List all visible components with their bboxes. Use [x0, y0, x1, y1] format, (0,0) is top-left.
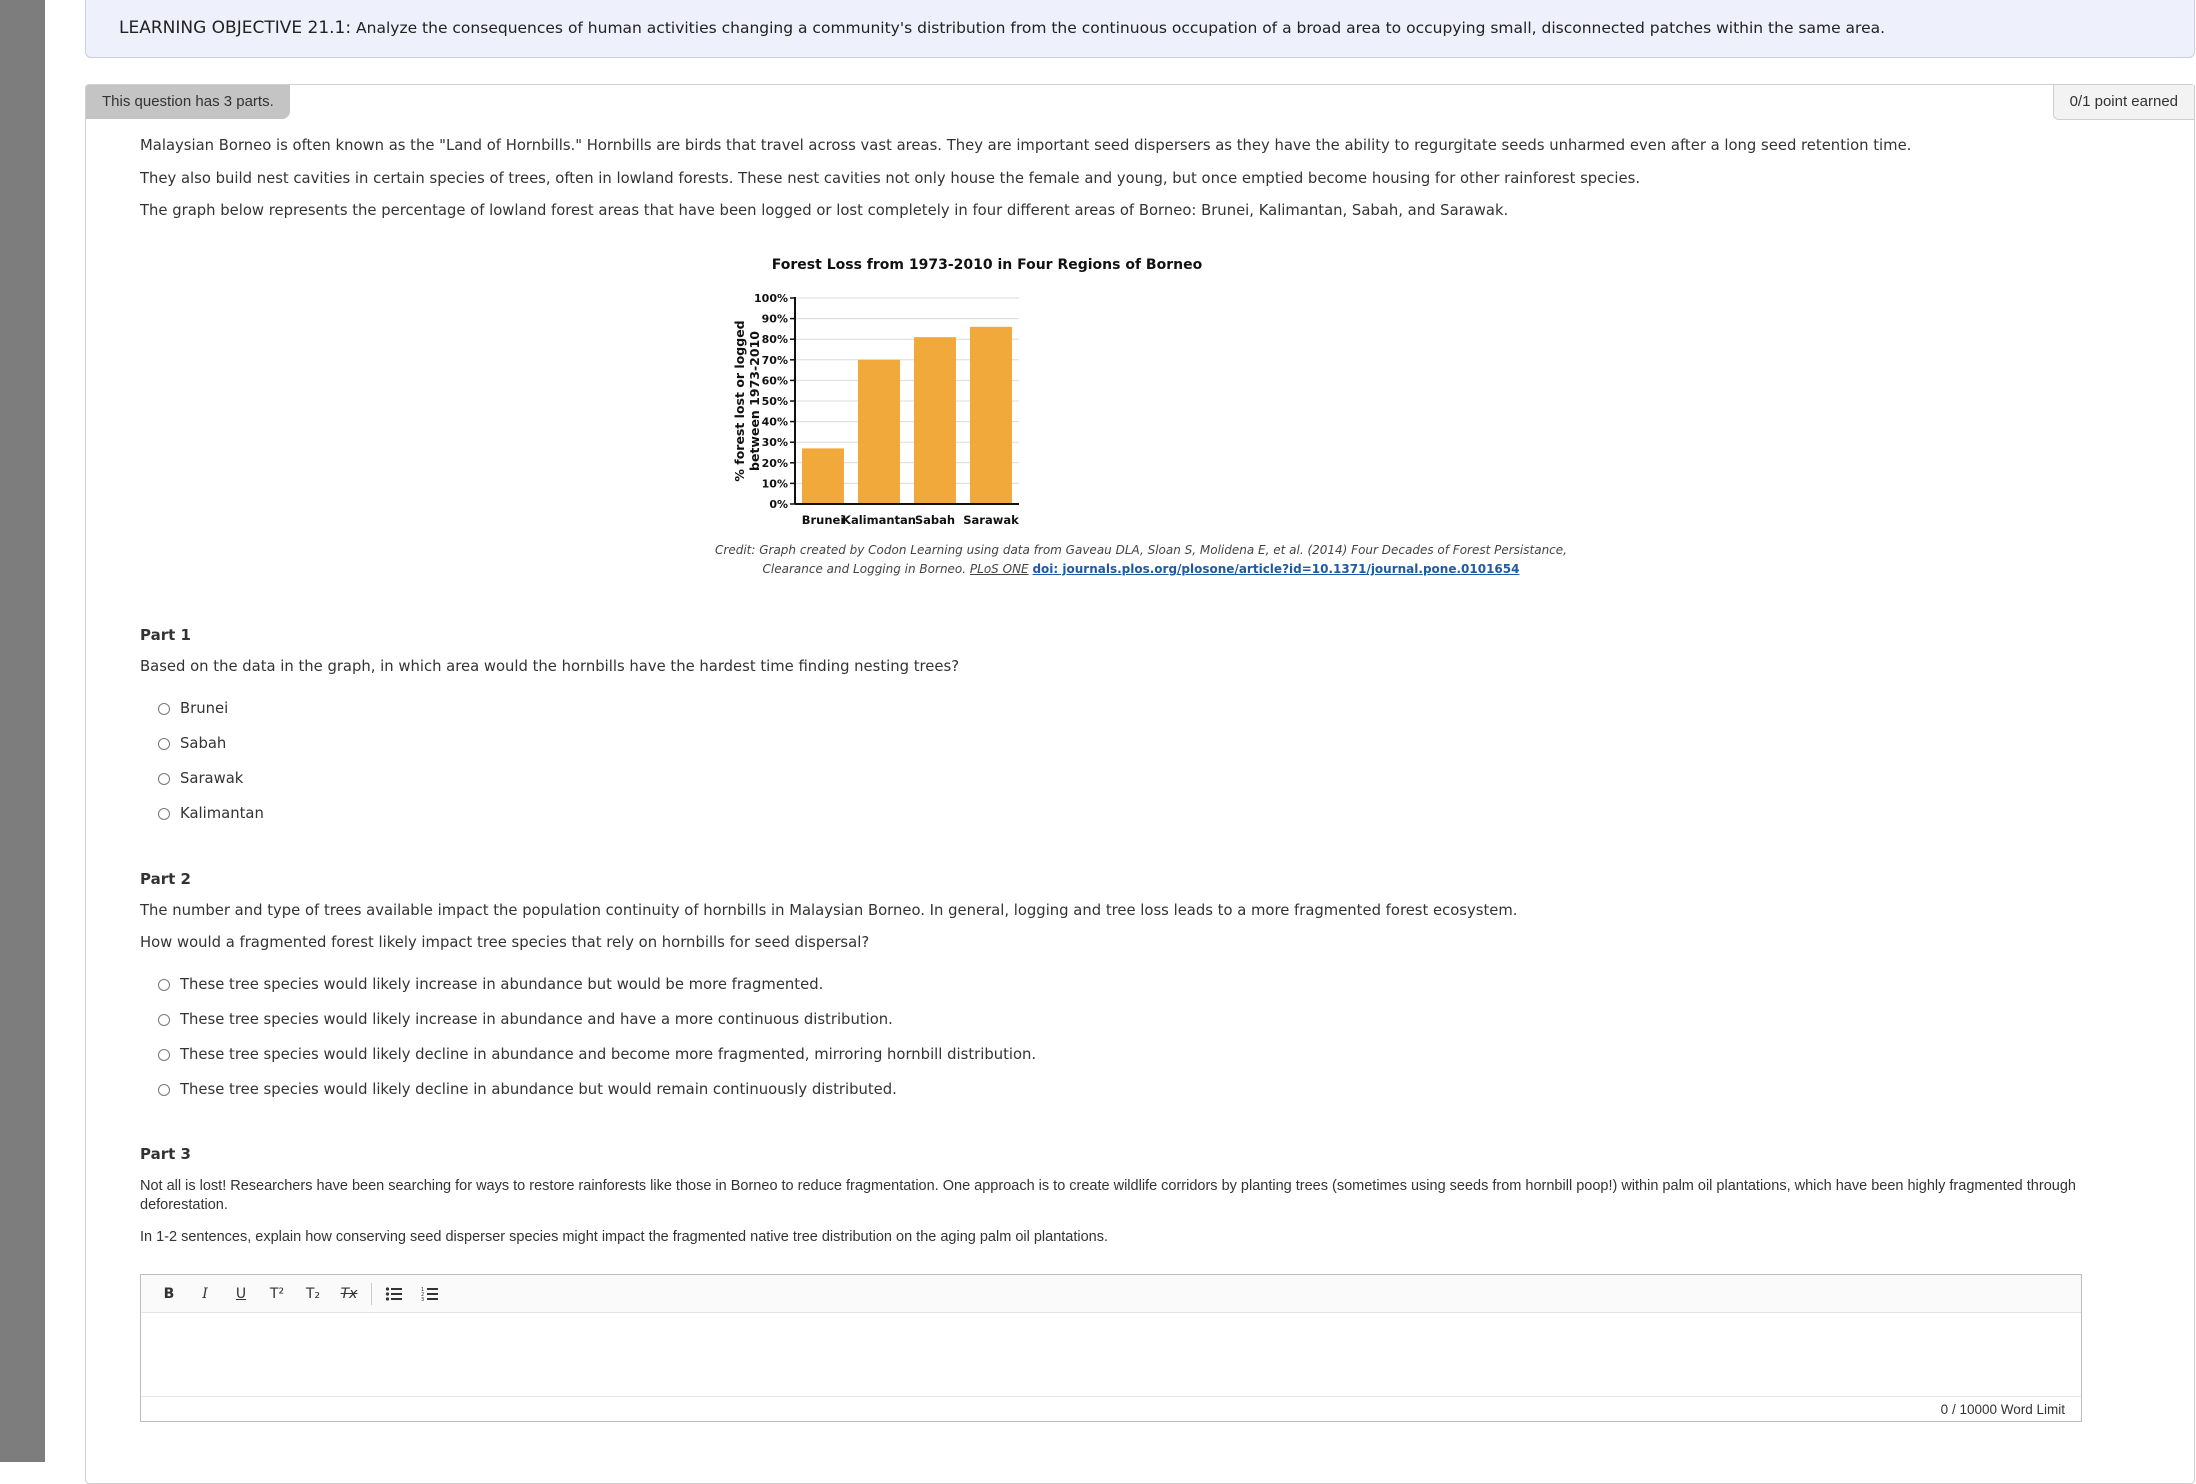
part-1-heading: Part 1 [140, 626, 191, 644]
part-2-paragraph: The number and type of trees available impact the population continuity of hornbills in Malaysian Borneo. In general, logging and tree loss leads to a more fragmented forest ecosystem. [140, 902, 1518, 919]
chart-bar [970, 327, 1012, 504]
learning-objective-box [85, 0, 2195, 58]
y-tick-label: 10% [761, 477, 788, 491]
option-label: Kalimantan [180, 805, 264, 822]
part-1-option[interactable] [158, 700, 228, 717]
part-3-heading: Part 3 [140, 1145, 191, 1163]
radio-button[interactable] [158, 1014, 170, 1026]
question-parts-tab: This question has 3 parts. [86, 85, 290, 119]
numbered-list-icon [421, 1286, 439, 1302]
radio-button[interactable] [158, 738, 170, 750]
radio-button[interactable] [158, 773, 170, 785]
toolbar-divider [371, 1283, 372, 1305]
forest-loss-chart-svg [701, 241, 1201, 541]
option-label: These tree species would likely decline in abundance and become more fragmented, mirroring hornbill distribution. [180, 1046, 1037, 1063]
chart-bar [802, 448, 844, 504]
option-label: These tree species would likely increase in abundance and have a more continuous distribution. [180, 1011, 893, 1028]
chart-bar [858, 360, 900, 504]
chart-credit-line-2 [86, 562, 2196, 576]
x-tick-label: Brunei [801, 513, 845, 527]
answer-text-area[interactable] [141, 1314, 2081, 1398]
y-axis-label-line-2: between 1973-2010 [747, 331, 762, 471]
numbered-list-button[interactable] [412, 1280, 448, 1308]
rich-text-editor [140, 1274, 2082, 1422]
underline-button[interactable]: U [235, 1285, 247, 1302]
part-1-option[interactable] [158, 735, 226, 752]
radio-button[interactable] [158, 1084, 170, 1096]
chart-credit-line-1: Credit: Graph created by Codon Learning using data from Gaveau DLA, Sloan S, Molidena E, et al. (2014) Four Decades of Forest Persistance, [715, 543, 1567, 557]
y-tick-label: 70% [761, 353, 788, 367]
part-2-prompt: How would a fragmented forest likely impact tree species that rely on hornbills for seed dispersal? [140, 934, 870, 951]
y-tick-label: 30% [761, 436, 788, 450]
option-label: These tree species would likely decline in abundance but would remain continuously distributed. [180, 1081, 897, 1098]
italic-button[interactable]: I [202, 1285, 208, 1302]
page [45, 0, 2178, 1462]
chart-credit-journal: PLoS ONE [969, 562, 1029, 576]
y-tick-label: 40% [761, 415, 788, 429]
intro-paragraph-3: The graph below represents the percentage of lowland forest areas that have been logged or lost completely in four different areas of Borneo: Brunei, Kalimantan, Sabah, and Sarawak. [140, 202, 1509, 219]
chart-title: Forest Loss from 1973-2010 in Four Regions of Borneo [771, 257, 1203, 273]
option-label: Sarawak [180, 770, 244, 787]
word-limit-counter [1941, 1402, 2065, 1417]
chart-bar [914, 337, 956, 504]
chart-credit-doi-link[interactable]: doi: journals.plos.org/plosone/article?id=10.1371/journal.pone.0101654 [1032, 562, 1520, 576]
y-tick-label: 90% [761, 312, 788, 326]
part-3-paragraph-line-1: Not all is lost! Researchers have been searching for ways to restore rainforests like those in Borneo to reduce fragmentation. One approach is to create wildlife corridors by planting trees (sometimes using seeds from hornbill poop!) within palm oil plantations, which have been highly fragmented through [140, 1178, 2076, 1194]
part-1-option[interactable] [158, 770, 243, 787]
chart-credit-prefix: Clearance and Logging in Borneo. [762, 562, 967, 576]
part-1-option[interactable] [158, 805, 264, 822]
question-card [85, 84, 2195, 1484]
intro-paragraph-2: They also build nest cavities in certain species of trees, often in lowland forests. These nest cavities not only house the female and young, but once emptied become housing for other rainforest species. [140, 170, 1641, 187]
forest-loss-chart [701, 241, 1201, 541]
part-2-heading: Part 2 [140, 870, 191, 888]
x-tick-label: Kalimantan [842, 513, 916, 527]
radio-button[interactable] [158, 979, 170, 991]
part-2-option[interactable] [158, 976, 823, 993]
part-2-option[interactable] [158, 1011, 893, 1028]
editor-footer [141, 1396, 2081, 1421]
radio-button[interactable] [158, 1049, 170, 1061]
points-earned-badge: 0/1 point earned [2053, 85, 2195, 120]
radio-button[interactable] [158, 703, 170, 715]
word-count: 0 [1940, 1402, 1949, 1417]
svg-text:1: 1 [421, 1286, 425, 1293]
svg-text:3: 3 [421, 1296, 425, 1303]
option-label: Sabah [180, 735, 227, 752]
svg-text:2: 2 [421, 1291, 425, 1298]
y-tick-label: 0% [769, 498, 788, 511]
word-limit-label: / 10000 Word Limit [1951, 1402, 2065, 1417]
subscript-button[interactable]: T₂ [305, 1285, 321, 1302]
part-3-paragraph-line-2: deforestation. [140, 1197, 228, 1213]
part-1-prompt: Based on the data in the graph, in which area would the hornbills have the hardest time finding nesting trees? [140, 658, 960, 675]
clear-format-button[interactable]: Tx [340, 1285, 358, 1302]
option-label: These tree species would likely increase in abundance but would be more fragmented. [180, 976, 824, 993]
y-tick-label: 100% [754, 292, 788, 305]
y-tick-label: 80% [761, 333, 788, 347]
y-axis-label-line-1: % forest lost or logged [732, 320, 747, 482]
part-2-option[interactable] [158, 1046, 1036, 1063]
intro-paragraph-1: Malaysian Borneo is often known as the "Land of Hornbills." Hornbills are birds that travel across vast areas. They are important seed dispersers as they have the ability to regurgitate seeds unharmed even after a long seed retention time. [140, 137, 1912, 154]
bulleted-list-button[interactable] [376, 1280, 412, 1308]
x-tick-label: Sarawak [963, 513, 1019, 527]
left-sidebar-rail [0, 0, 45, 1462]
y-tick-label: 60% [761, 374, 788, 388]
editor-toolbar [141, 1275, 2081, 1313]
part-3-prompt: In 1-2 sentences, explain how conserving seed disperser species might impact the fragmented native tree distribution on the aging palm oil plantations. [140, 1229, 1109, 1245]
bold-button[interactable]: B [163, 1285, 175, 1302]
learning-objective [119, 18, 1885, 38]
bulleted-list-icon [385, 1286, 403, 1302]
y-tick-label: 50% [761, 395, 788, 408]
learning-objective-label: LEARNING OBJECTIVE 21.1: [119, 18, 352, 38]
radio-button[interactable] [158, 808, 170, 820]
learning-objective-text: Analyze the consequences of human activities changing a community's distribution from the continuous occupation of a broad area to occupying small, disconnected patches within the same area. [356, 19, 1886, 37]
y-tick-label: 20% [761, 456, 788, 470]
option-label: Brunei [180, 700, 229, 717]
part-2-option[interactable] [158, 1081, 897, 1098]
x-tick-label: Sabah [914, 513, 956, 527]
superscript-button[interactable]: T² [269, 1285, 285, 1302]
